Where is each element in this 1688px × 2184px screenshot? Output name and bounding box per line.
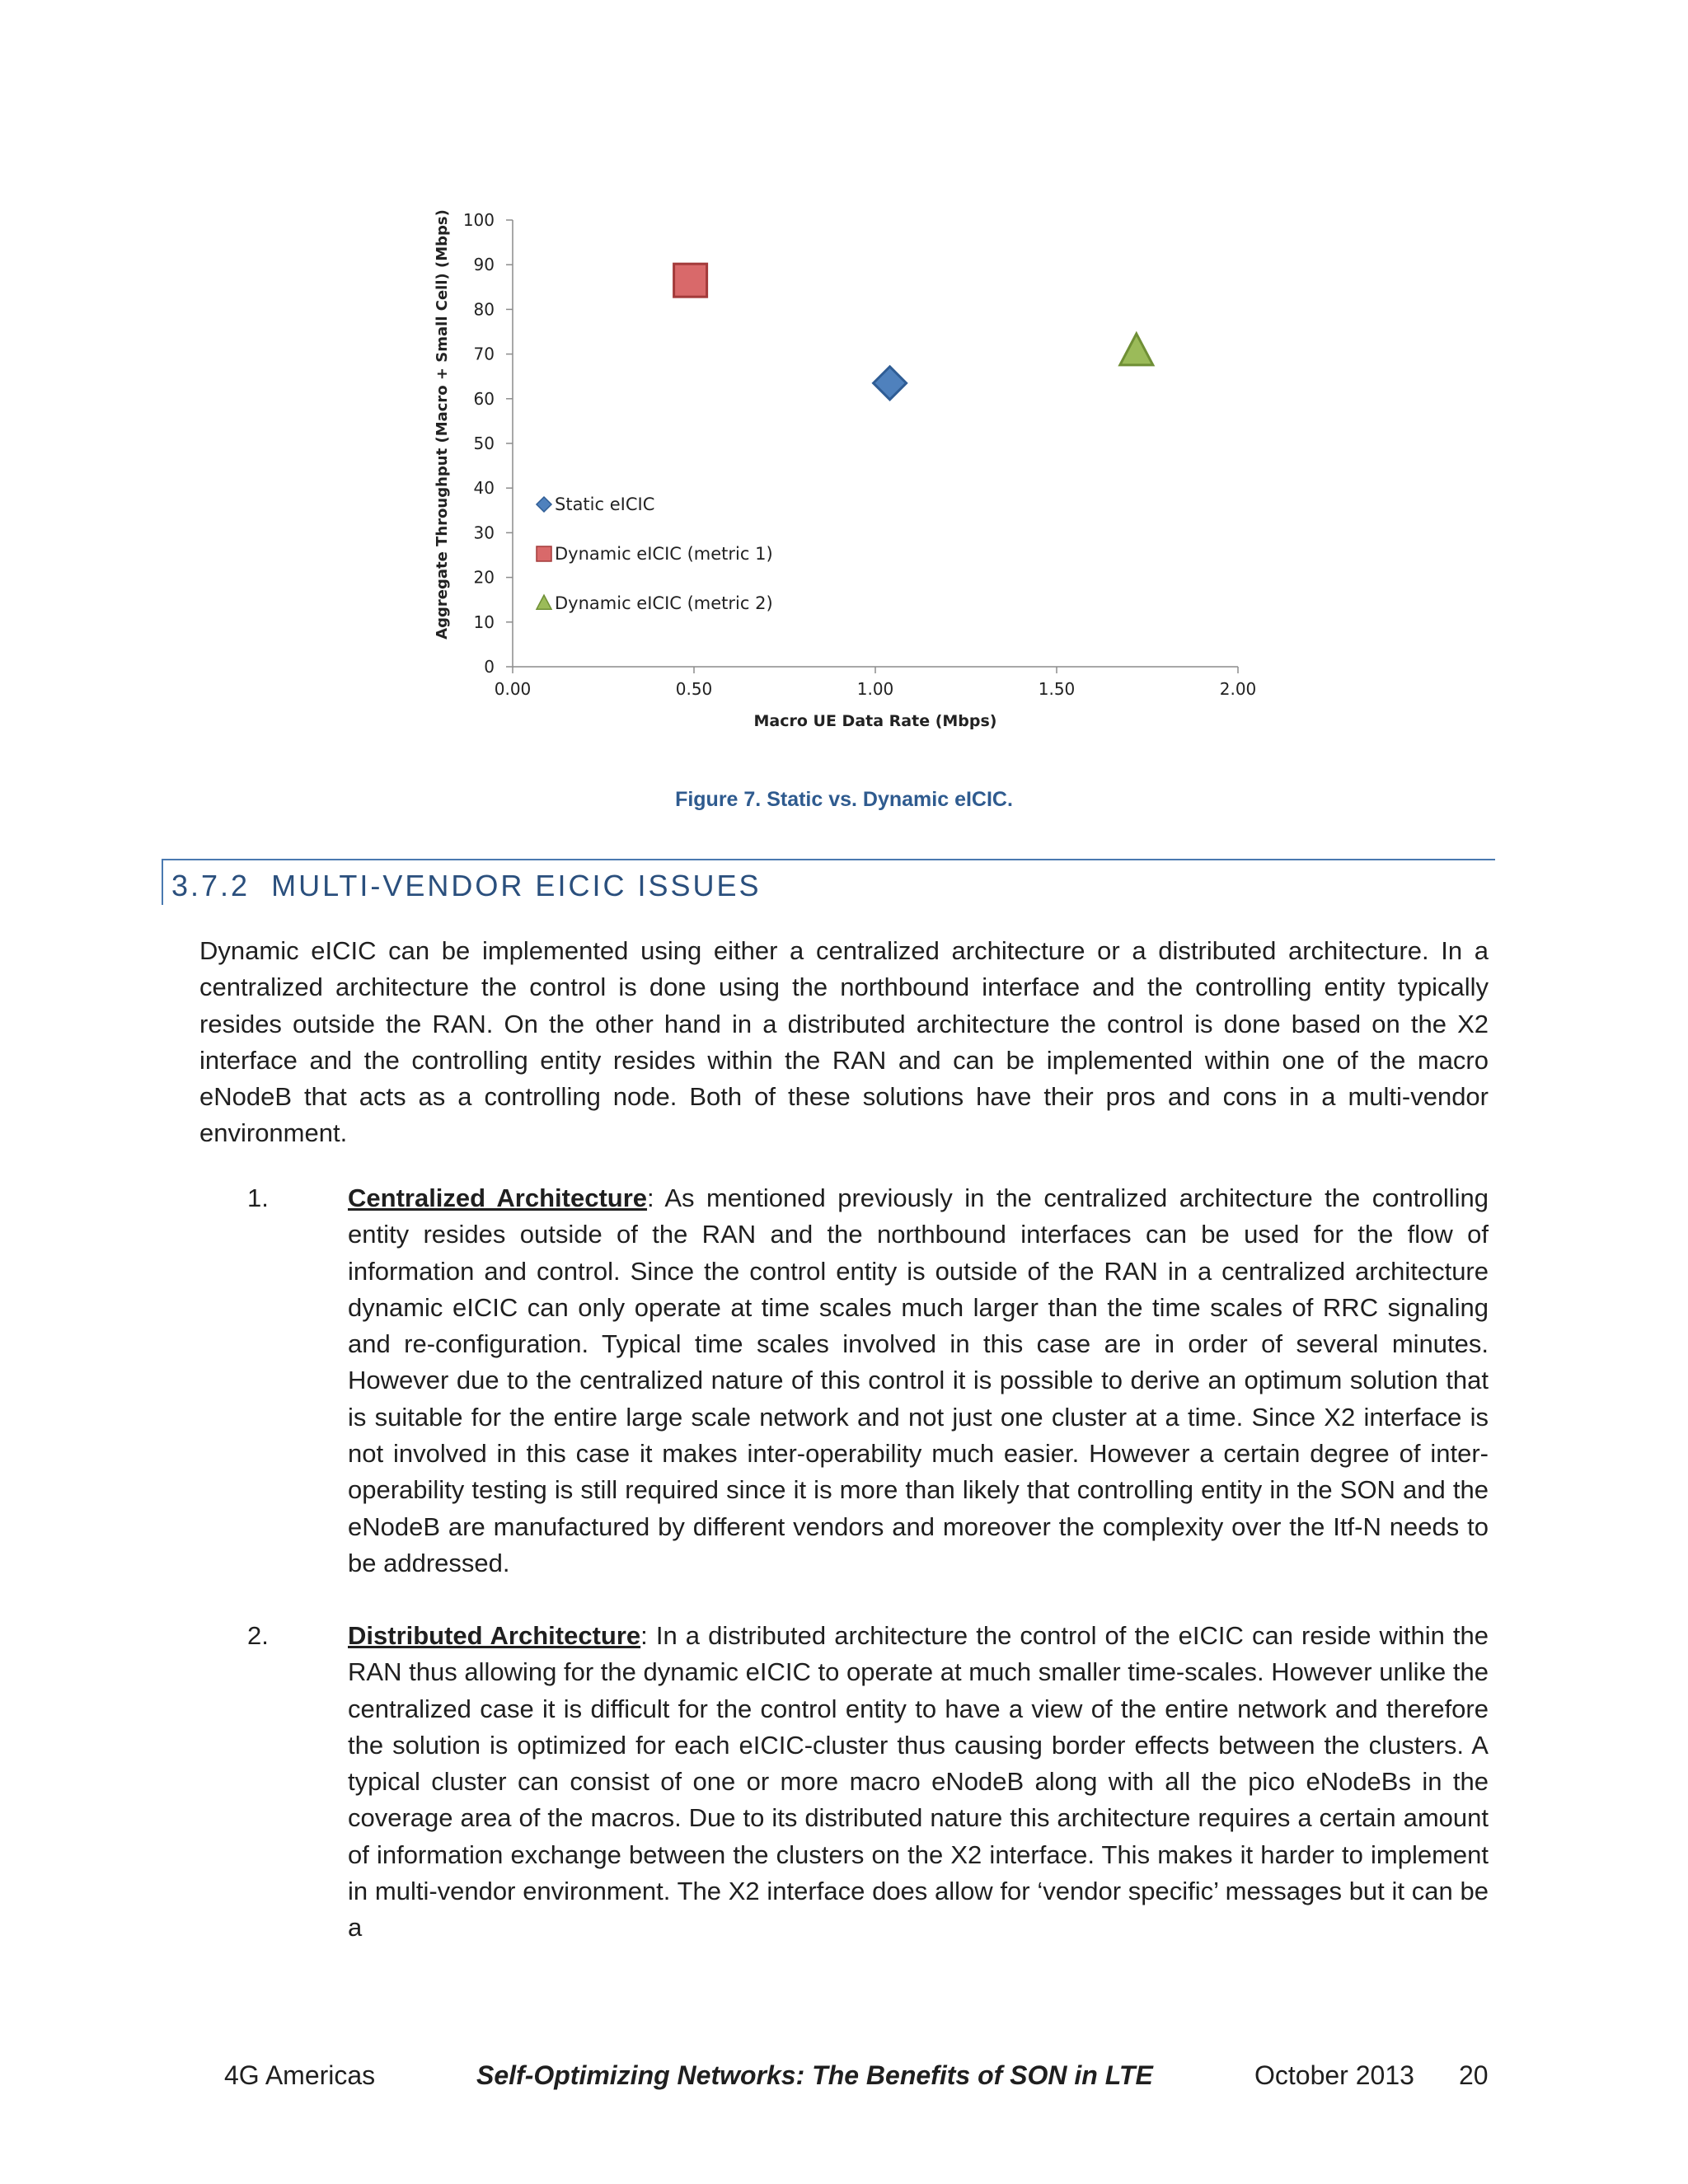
y-tick-label: 100 [462, 210, 495, 230]
y-tick-label: 20 [473, 567, 495, 588]
y-tick-label: 60 [473, 388, 495, 409]
y-tick-label: 50 [473, 434, 495, 453]
list-number: 2. [247, 1621, 269, 1650]
y-tick-label: 0 [484, 657, 495, 677]
list-number: 1. [247, 1183, 269, 1212]
list-text: : As mentioned previously in the centralized architecture the controlling entity resides outside of the RAN and the northbound interfaces can be used for the flow of information and control. Since the control entity is outside of the RAN in a centralized architecture dynamic eICIC can only operate at time scales much larger than the time scales of RRC signaling and re-configuration. Typical time scales involved in this case are in order of several minutes. However due to the centralized nature of this control it is possible to derive an optimum solution that is suitable for the entire large scale network and not just one cluster at a time. Since X2 interface is not involved in this case it makes inter-operability much easier. However a certain degree of inter-operability testing is still required since it is more than likely that controlling entity in the SON and the eNodeB are manufactured by different vendors and moreover the complexity over the Itf-N needs to be addressed. [348, 1183, 1489, 1577]
x-tick-label: 2.00 [1219, 679, 1257, 699]
y-tick-label: 90 [473, 255, 495, 275]
legend-marker-square [537, 546, 551, 561]
y-tick-label: 40 [473, 478, 495, 499]
y-tick-label: 30 [473, 523, 495, 543]
data-point-triangle [1120, 334, 1153, 365]
figure-caption: Figure 7. Static vs. Dynamic eICIC. [675, 788, 1013, 811]
section-title-text: MULTI-VENDOR EICIC ISSUES [271, 869, 762, 902]
intro-paragraph: Dynamic eICIC can be implemented using either a centralized architecture or a distributed architecture. In a centralized architecture the control is done using the northbound interface and the controlling entity typically resides outside the RAN. On the other hand in a distributed architecture the control is done based on the X2 interface and the controlling entity resides within the RAN and can be implemented within one of the macro eNodeB that acts as a controlling node. Both of these solutions have their pros and cons in a multi-vendor environment. [199, 936, 1489, 1148]
y-tick-label: 10 [473, 612, 495, 632]
legend-marker-diamond [537, 497, 551, 512]
list-body [348, 1180, 1489, 1582]
legend-marker-triangle [537, 595, 551, 609]
legend-label: Dynamic eICIC (metric 2) [555, 593, 773, 613]
section-heading [162, 859, 1495, 905]
list-body [348, 1618, 1489, 1947]
chart-marks [674, 264, 1153, 400]
data-point-square [674, 264, 707, 297]
chart-ticks [463, 210, 1256, 699]
y-axis-label: Aggregate Throughput (Macro + Small Cell) (Mbps) [434, 209, 451, 640]
section-title [171, 869, 762, 903]
footer-page-number: 20 [1459, 2060, 1489, 2090]
scatter-chart [429, 202, 1286, 746]
data-point-diamond [874, 367, 907, 400]
x-tick-label: 1.00 [856, 679, 894, 699]
x-tick-label: 1.50 [1038, 679, 1076, 699]
section-number: 3.7.2 [171, 869, 251, 902]
footer-title: Self-Optimizing Networks: The Benefits of SON in LTE [476, 2060, 1153, 2090]
list-term: Centralized Architecture [348, 1183, 648, 1212]
y-tick-label: 80 [473, 299, 495, 320]
legend-label: Static eICIC [555, 494, 655, 514]
chart-legend [537, 494, 773, 613]
y-tick-label: 70 [473, 344, 495, 364]
footer-date: October 2013 [1254, 2060, 1414, 2090]
x-axis-label: Macro UE Data Rate (Mbps) [753, 712, 997, 730]
x-tick-label: 0.00 [494, 679, 532, 699]
legend-label: Dynamic eICIC (metric 1) [555, 544, 773, 564]
list-text: : In a distributed architecture the control of the eICIC can reside within the RAN thus allowing for the dynamic eICIC to operate at much smaller time-scales. However unlike the centralized case it is difficult for the control entity to have a view of the entire network and therefore the solution is optimized for each eICIC-cluster thus causing border effects between the clusters. A typical cluster can consist of one or more macro eNodeB along with all the pico eNodeBs in the coverage area of the macros. Due to its distributed nature this architecture requires a certain amount of information exchange between the clusters on the X2 interface. This makes it harder to implement in multi-vendor environment. The X2 interface does allow for ‘vendor specific’ messages but it can be a [348, 1621, 1489, 1943]
footer-org: 4G Americas [224, 2060, 376, 2090]
list-term: Distributed Architecture [348, 1621, 641, 1650]
x-tick-label: 0.50 [675, 679, 713, 699]
